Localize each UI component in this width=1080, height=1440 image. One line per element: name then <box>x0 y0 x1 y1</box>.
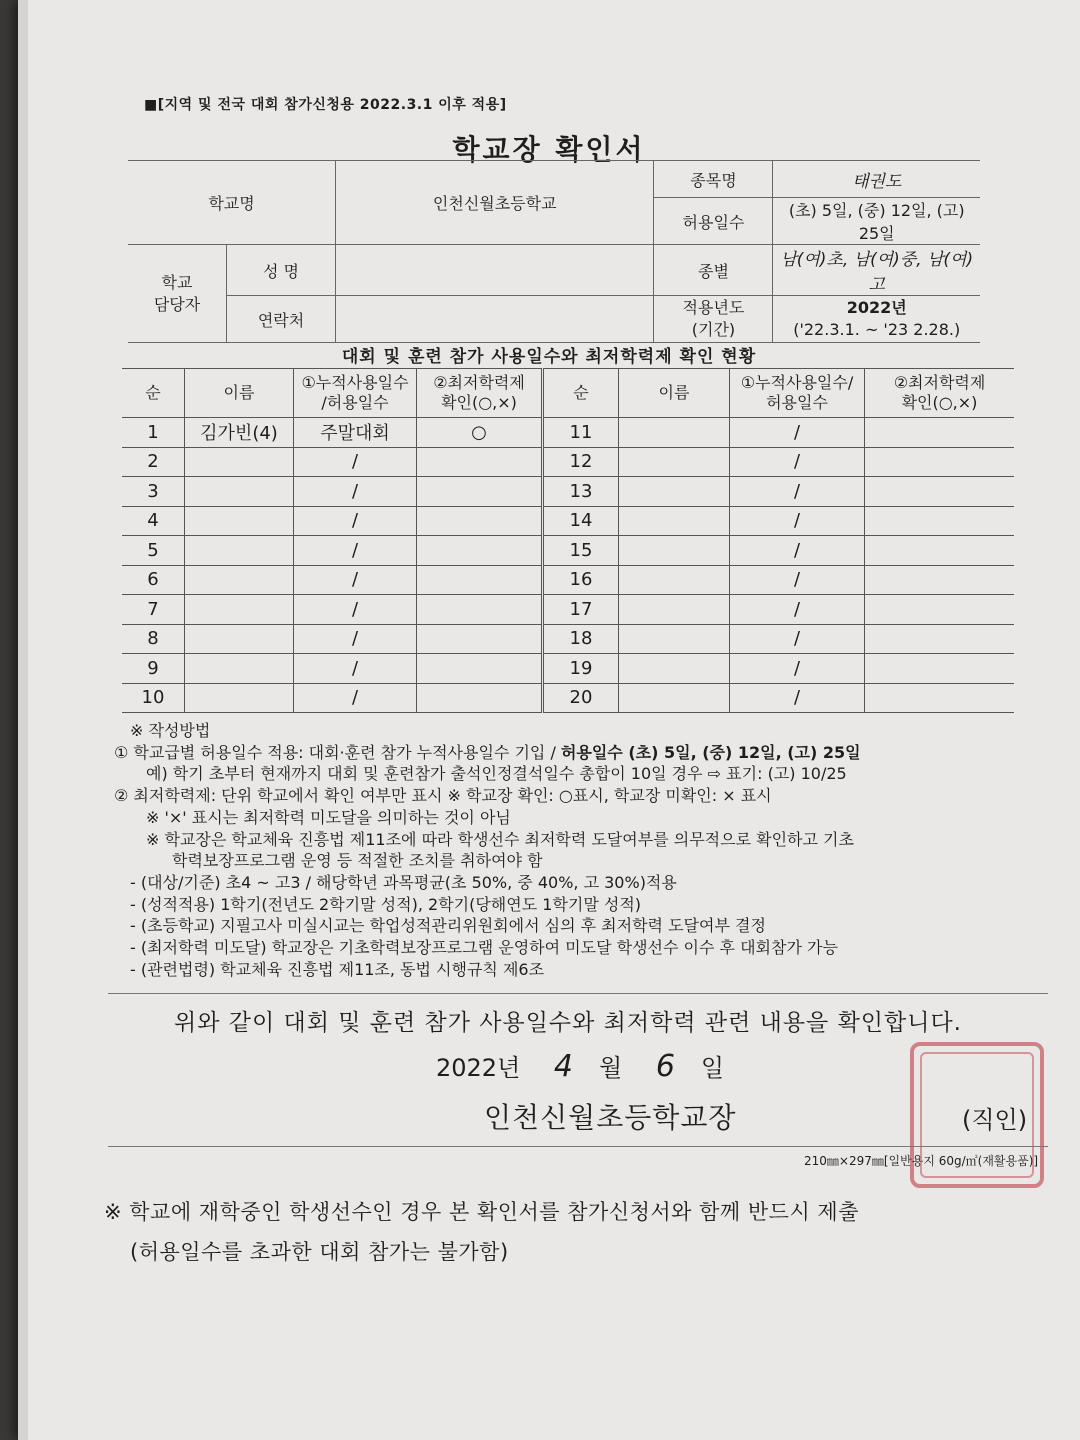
row-name <box>185 654 294 684</box>
row-no: 4 <box>122 506 185 536</box>
document-title: 학교장 확인서 <box>452 133 646 166</box>
row-check-2 <box>865 683 1015 713</box>
header-check-2: ②최저학력제 확인(○,×) <box>865 369 1015 418</box>
table-row <box>122 624 1014 654</box>
row-days: / <box>294 565 417 595</box>
note-4-cont: 학력보장프로그램 운영 등 적절한 조치를 취하여야 함 <box>172 851 543 871</box>
contact-label: 연락처 <box>227 296 336 343</box>
row-days: / <box>294 477 417 507</box>
row-name-2 <box>619 624 730 654</box>
table-row <box>122 683 1014 713</box>
year-cell <box>773 296 980 343</box>
row-days-2: / <box>730 418 865 448</box>
row-name-2 <box>619 595 730 625</box>
row-name <box>185 683 294 713</box>
row-days-2: / <box>730 506 865 536</box>
row-days: / <box>294 683 417 713</box>
table-row <box>122 565 1014 595</box>
sport-label: 종목명 <box>654 161 773 198</box>
header-check: ②최저학력제 확인(○,×) <box>417 369 543 418</box>
school-label: 학교명 <box>128 161 336 245</box>
row-no-2: 17 <box>543 595 619 625</box>
note-1 <box>114 742 1034 764</box>
row-check-2 <box>865 565 1015 595</box>
school-info-table <box>128 160 980 343</box>
row-name <box>185 536 294 566</box>
year-label: 적용년도 (기간) <box>654 296 773 343</box>
row-check-2 <box>865 595 1015 625</box>
row-no: 1 <box>122 418 185 448</box>
table-row <box>122 595 1014 625</box>
row-check <box>417 536 543 566</box>
row-name-2 <box>619 447 730 477</box>
detail-2: - (성적적용) 1학기(전년도 2학기말 성적), 2학기(당해연도 1학기말 성적) <box>130 894 642 914</box>
divider <box>108 993 1048 994</box>
row-days-2: / <box>730 654 865 684</box>
row-no-2: 16 <box>543 565 619 595</box>
row-check-2 <box>865 624 1015 654</box>
date-day: 6 <box>655 1049 675 1084</box>
header-note: ■[지역 및 전국 대회 참가신청용 2022.3.1 이후 적용] <box>144 97 507 113</box>
row-days-2: / <box>730 683 865 713</box>
note-1-text: ① 학교급별 허용일수 적용: 대회·훈련 참가 누적사용일수 기입 / <box>114 742 561 762</box>
row-check <box>417 506 543 536</box>
row-days-2: / <box>730 536 865 566</box>
row-days: / <box>294 447 417 477</box>
row-no: 5 <box>122 536 185 566</box>
header-no-2: 순 <box>543 369 619 418</box>
row-name <box>185 506 294 536</box>
row-days: / <box>294 654 417 684</box>
note-4: ※ 학교장은 학교체육 진흥법 제11조에 따라 학생선수 최저학력 도달여부를 의무적으로 확인하고 기초 <box>146 829 854 849</box>
gender-value: 남(여)초, 남(여)중, 남(여)고 <box>773 245 980 296</box>
row-check <box>417 565 543 595</box>
row-no: 8 <box>122 624 185 654</box>
row-no-2: 11 <box>543 418 619 448</box>
row-check <box>417 595 543 625</box>
row-no-2: 14 <box>543 506 619 536</box>
header-days-2: ①누적사용일수/ 허용일수 <box>730 369 865 418</box>
period-value: ('22.3.1. ~ '23 2.28.) <box>793 320 961 339</box>
row-check <box>417 683 543 713</box>
date-year: 2022년 <box>436 1054 521 1082</box>
roster-table <box>122 368 1014 713</box>
row-name <box>185 477 294 507</box>
row-name <box>185 565 294 595</box>
row-name-2 <box>619 418 730 448</box>
detail-5: - (관련법령) 학교체육 진흥법 제11조, 동법 시행규칙 제6조 <box>130 959 545 979</box>
year-value: 2022년 <box>846 298 907 317</box>
paper-spec: 210㎜×297㎜[일반용지 60g/㎡(재활용품)] <box>804 1154 1039 1168</box>
principal-title: 인천신월초등학교장 <box>484 1101 737 1134</box>
row-days: / <box>294 595 417 625</box>
row-no-2: 19 <box>543 654 619 684</box>
header-name-2: 이름 <box>619 369 730 418</box>
note-3: ※ '×' 표시는 최저학력 미도달을 의미하는 것이 아님 <box>146 807 511 827</box>
row-name-2 <box>619 477 730 507</box>
date-month-unit: 월 <box>599 1054 623 1082</box>
row-no-2: 15 <box>543 536 619 566</box>
staff-label: 학교 담당자 <box>128 245 227 343</box>
row-days-2: / <box>730 624 865 654</box>
school-value: 인천신월초등학교 <box>336 161 654 245</box>
sport-value: 태권도 <box>773 161 980 198</box>
name-value <box>336 245 654 296</box>
row-days-2: / <box>730 565 865 595</box>
row-check-2 <box>865 477 1015 507</box>
row-check <box>417 477 543 507</box>
row-check <box>417 654 543 684</box>
row-no: 7 <box>122 595 185 625</box>
contact-value <box>336 296 654 343</box>
header-days: ①누적사용일수 /허용일수 <box>294 369 417 418</box>
row-name-2 <box>619 654 730 684</box>
table-row <box>122 477 1014 507</box>
footer-note-2: (허용일수를 초과한 대회 참가는 불가함) <box>130 1240 509 1264</box>
header-name: 이름 <box>185 369 294 418</box>
row-check-2 <box>865 536 1015 566</box>
row-check <box>417 447 543 477</box>
note-2: ② 최저학력제: 단위 학교에서 확인 여부만 표시 ※ 학교장 확인: ○표시, 학교장 미확인: × 표시 <box>114 786 772 806</box>
row-name: 김가빈(4) <box>185 418 294 448</box>
header-no: 순 <box>122 369 185 418</box>
footer-note: ※ 학교에 재학중인 학생선수인 경우 본 확인서를 참가신청서와 함께 반드시 제출 <box>104 1200 859 1224</box>
row-check-2 <box>865 506 1015 536</box>
document-page <box>18 0 1080 1440</box>
gender-label: 종별 <box>654 245 773 296</box>
seal-label: (직인) <box>962 1106 1028 1134</box>
row-no-2: 20 <box>543 683 619 713</box>
row-name-2 <box>619 683 730 713</box>
row-name-2 <box>619 506 730 536</box>
note-1-bold: 허용일수 (초) 5일, (중) 12일, (고) 25일 <box>560 742 861 762</box>
notes-heading: ※ 작성방법 <box>130 721 211 740</box>
divider-bottom <box>108 1146 1048 1147</box>
row-days-2: / <box>730 447 865 477</box>
allowed-days-value: (초) 5일, (중) 12일, (고) 25일 <box>773 198 980 245</box>
row-days-2: / <box>730 595 865 625</box>
row-name-2 <box>619 565 730 595</box>
table-row <box>122 654 1014 684</box>
row-check: ○ <box>417 418 543 448</box>
detail-4: - (최저학력 미도달) 학교장은 기초학력보장프로그램 운영하여 미도달 학생선수 이수 후 대회참가 가능 <box>130 938 838 958</box>
table-row <box>122 447 1014 477</box>
row-name <box>185 595 294 625</box>
row-days: 주말대회 <box>294 418 417 448</box>
row-days-2: / <box>730 477 865 507</box>
detail-3: - (초등학교) 지필고사 미실시교는 학업성적관리위원회에서 심의 후 최저학력 도달여부 결정 <box>130 916 766 936</box>
roster-title: 대회 및 훈련 참가 사용일수와 최저학력제 확인 현황 <box>341 347 757 367</box>
row-name <box>185 447 294 477</box>
row-no-2: 13 <box>543 477 619 507</box>
date-day-unit: 일 <box>700 1054 725 1082</box>
row-no: 9 <box>122 654 185 684</box>
row-check <box>417 624 543 654</box>
row-no: 6 <box>122 565 185 595</box>
row-no: 2 <box>122 447 185 477</box>
table-row <box>122 506 1014 536</box>
row-check-2 <box>865 418 1015 448</box>
allowed-days-label: 허용일수 <box>654 198 773 245</box>
row-name <box>185 624 294 654</box>
table-row <box>122 536 1014 566</box>
note-1-example: 예) 학기 초부터 현재까지 대회 및 훈련참가 출석인정결석일수 총합이 10일 경우 ⇨ 표기: (고) 10/25 <box>146 764 847 784</box>
row-check-2 <box>865 654 1015 684</box>
name-label: 성 명 <box>227 245 336 296</box>
confirmation-statement: 위와 같이 대회 및 훈련 참가 사용일수와 최저학력 관련 내용을 확인합니다. <box>174 1010 962 1036</box>
detail-1: - (대상/기준) 초4 ~ 고3 / 해당학년 과목평균(초 50%, 중 40%, 고 30%)적용 <box>130 872 677 892</box>
row-days: / <box>294 624 417 654</box>
paper-edge <box>18 0 28 1440</box>
signature-date <box>436 1048 724 1084</box>
table-row <box>122 418 1014 448</box>
row-no-2: 12 <box>543 447 619 477</box>
row-name-2 <box>619 536 730 566</box>
row-days: / <box>294 536 417 566</box>
row-no-2: 18 <box>543 624 619 654</box>
row-no: 10 <box>122 683 185 713</box>
row-days: / <box>294 506 417 536</box>
date-month: 4 <box>553 1049 573 1084</box>
row-check-2 <box>865 447 1015 477</box>
row-no: 3 <box>122 477 185 507</box>
instructions <box>114 720 1034 980</box>
